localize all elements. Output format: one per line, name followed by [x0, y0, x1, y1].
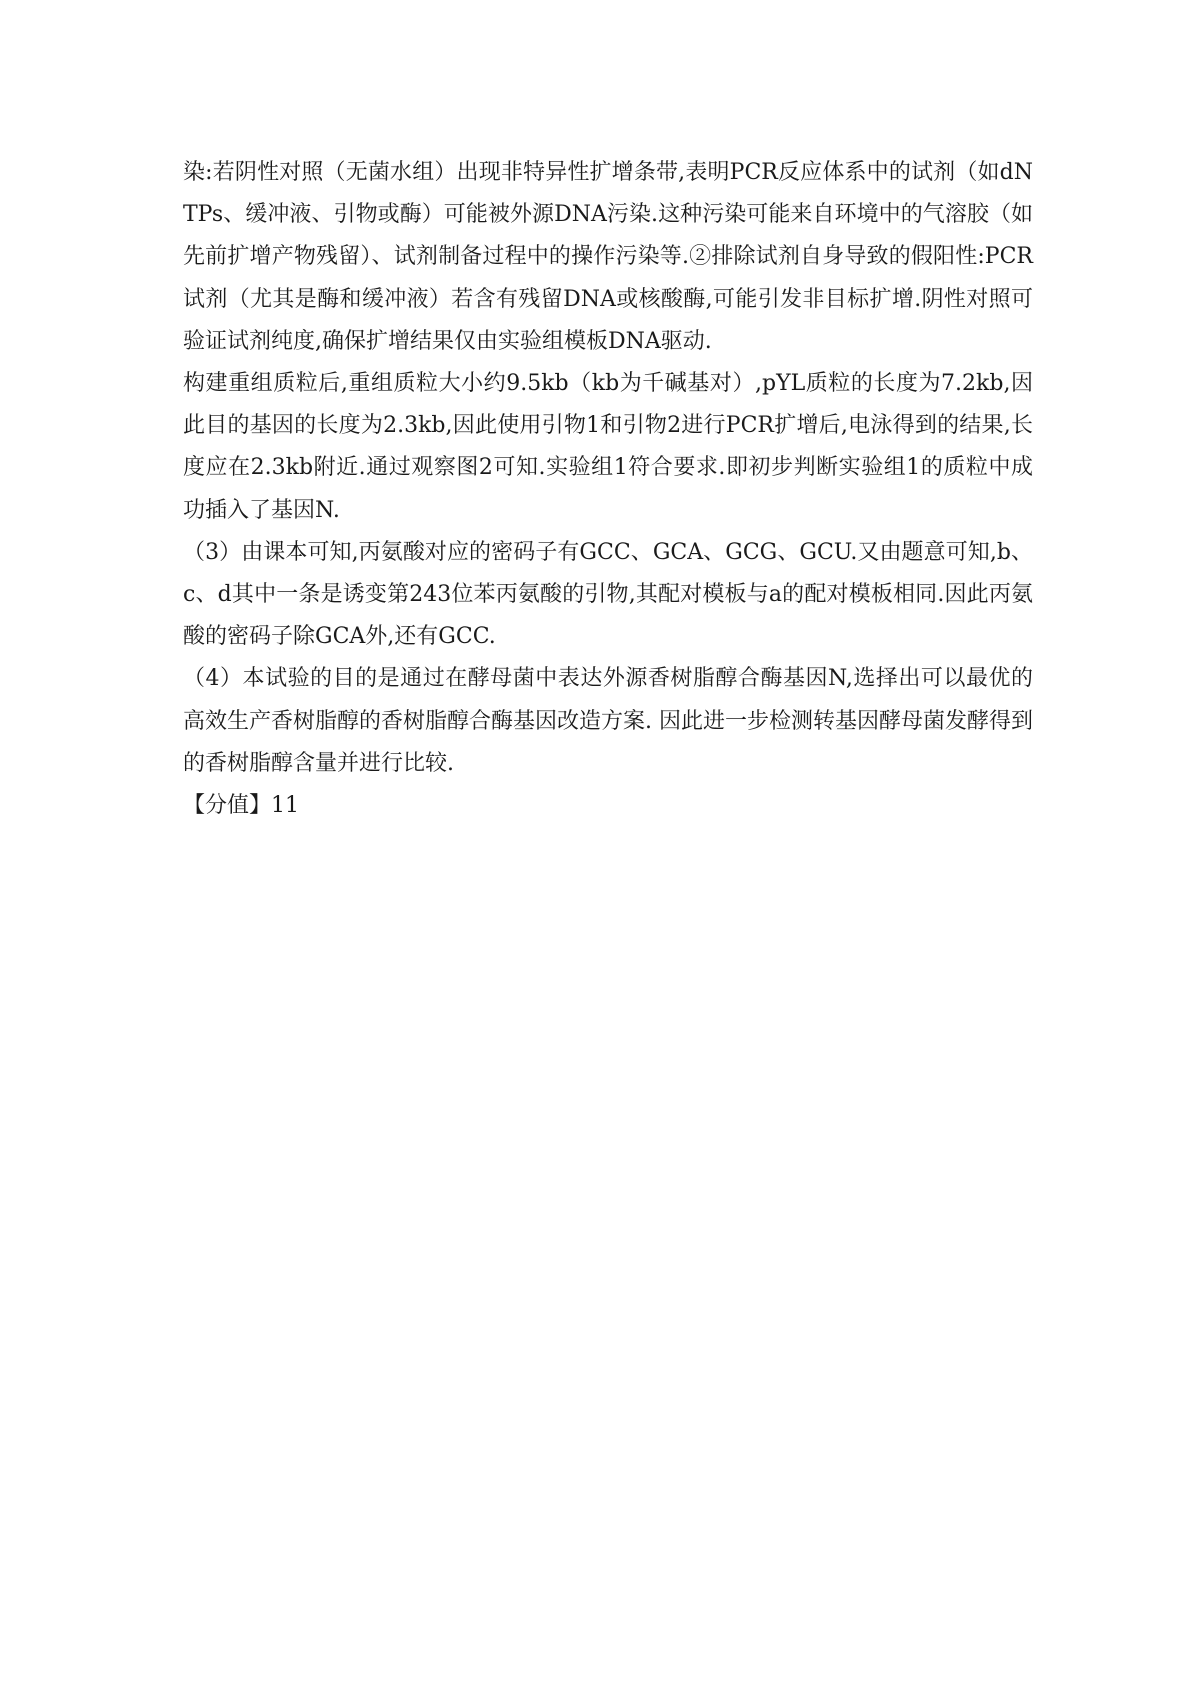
paragraph-alanine-codons: （3）由课本可知,丙氨酸对应的密码子有GCC、GCA、GCG、GCU.又由题意可知,b、c、d其中一条是诱变第243位苯丙氨酸的引物,其配对模板与a的配对模板相同.因此丙氨酸的密码子除GCA外,还有GCC. [183, 539, 1033, 650]
paragraph-negative-control: 染:若阴性对照（无菌水组）出现非特异性扩增条带,表明PCR反应体系中的试剂（如dNTPs、缓冲液、引物或酶）可能被外源DNA污染.这种污染可能来自环境中的气溶胶（如先前扩增产物残留）、试剂制备过程中的操作污染等.②排除试剂自身导致的假阳性:PCR试剂（尤其是酶和缓冲液）若含有残留DNA或核酸酶,可能引发非目标扩增.阴性对照可验证试剂纯度,确保扩增结果仅由实验组模板DNA驱动. [183, 160, 1033, 354]
paragraph-recombinant-plasmid: 构建重组质粒后,重组质粒大小约9.5kb（kb为千碱基对）,pYL质粒的长度为7.2kb,因此目的基因的长度为2.3kb,因此使用引物1和引物2进行PCR扩增后,电泳得到的结果,长度应在2.3kb附近.通过观察图2可知.实验组1符合要求.即初步判断实验组1的质粒中成功插入了基因N. [183, 371, 1033, 523]
document-body [183, 152, 1033, 827]
paragraph-experiment-purpose: （4）本试验的目的是通过在酵母菌中表达外源香树脂醇合酶基因N,选择出可以最优的高效生产香树脂醇的香树脂醇合酶基因改造方案. 因此进一步检测转基因酵母菌发酵得到的香树脂醇含量并进行比较. [183, 666, 1033, 776]
paragraph-score: 【分值】11 [183, 793, 299, 819]
